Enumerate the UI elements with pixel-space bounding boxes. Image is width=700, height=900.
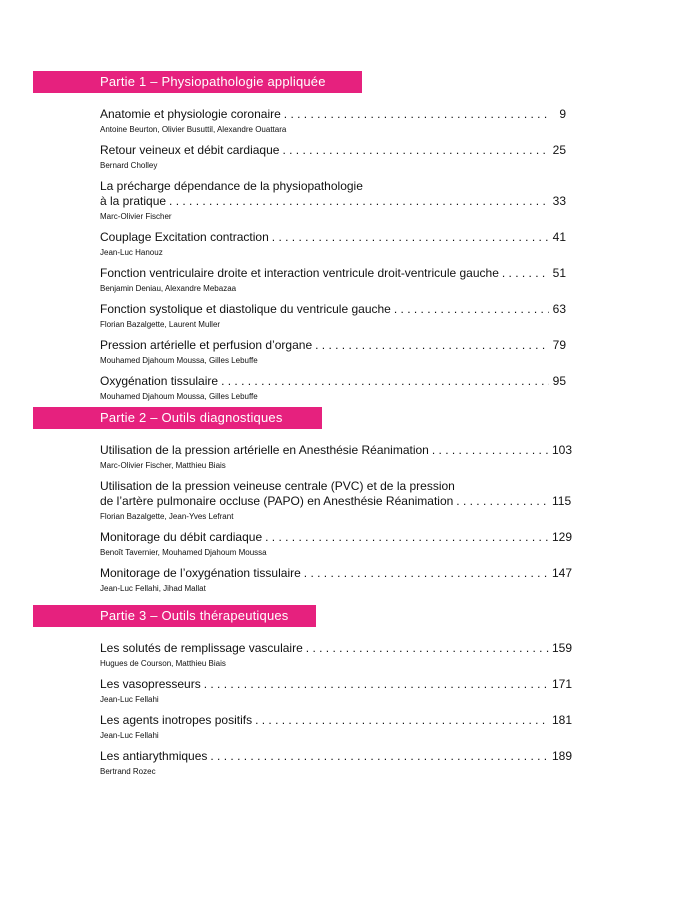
leader-dots: [255, 713, 549, 728]
entry-page: 9: [559, 107, 566, 121]
leader-dots: [265, 530, 549, 545]
entry-title: Oxygénation tissulaire: [100, 374, 219, 388]
entry-authors: Jean-Luc Fellahi, Jihad Mallat: [100, 584, 206, 593]
entry-authors: Benoît Tavernier, Mouhamed Djahoum Moussa: [100, 548, 267, 557]
entry-page: 95: [552, 374, 566, 388]
leader-dots: [282, 143, 549, 158]
leader-dots: [456, 494, 549, 509]
toc-entry[interactable]: [100, 713, 573, 741]
part-1-header: Partie 1 – Physiopathologie appliquée: [33, 71, 362, 93]
entry-title: Pression artérielle et perfusion d’organe: [100, 338, 313, 352]
entry-title: Monitorage du débit cardiaque: [100, 530, 263, 544]
entry-title: Monitorage de l’oxygénation tissulaire: [100, 566, 301, 580]
entry-title: Fonction systolique et diastolique du ventricule gauche: [100, 302, 391, 316]
entry-page: 171: [552, 677, 573, 691]
entry-title: Retour veineux et débit cardiaque: [100, 143, 280, 157]
toc-entry[interactable]: [100, 566, 573, 594]
toc-entry[interactable]: [100, 338, 566, 366]
entry-title: Anatomie et physiologie coronaire: [100, 107, 281, 121]
entry-authors: Bertrand Rozec: [100, 767, 156, 776]
entry-page: 51: [552, 266, 566, 280]
entry-page: 103: [552, 443, 573, 457]
entry-authors: Marc-Olivier Fischer: [100, 212, 172, 221]
leader-dots: [315, 338, 549, 353]
entry-authors: Florian Bazalgette, Jean-Yves Lefrant: [100, 512, 234, 521]
entry-page: 189: [552, 749, 573, 763]
toc-entry[interactable]: [100, 479, 572, 522]
part-2-section: [33, 407, 573, 594]
leader-dots: [284, 107, 549, 122]
toc-entry[interactable]: [100, 179, 566, 222]
entry-page: 63: [552, 302, 566, 316]
entry-title: à la pratique: [100, 194, 167, 208]
entry-page: 25: [552, 143, 566, 157]
entry-page: 41: [552, 230, 566, 244]
entry-page: 115: [552, 494, 572, 508]
entry-authors: Bernard Cholley: [100, 161, 158, 170]
toc-entry[interactable]: [100, 677, 573, 705]
leader-dots: [221, 374, 549, 389]
toc-entry[interactable]: [100, 641, 573, 669]
entry-title: Utilisation de la pression artérielle en Anesthésie Réanimation: [100, 443, 429, 457]
entry-authors: Jean-Luc Fellahi: [100, 695, 159, 704]
leader-dots: [204, 677, 549, 692]
entry-authors: Mouhamed Djahoum Moussa, Gilles Lebuffe: [100, 356, 258, 365]
part-3-header: Partie 3 – Outils thérapeutiques: [33, 605, 316, 627]
toc-entry[interactable]: [100, 230, 566, 258]
entry-title: Fonction ventriculaire droite et interaction ventricule droit-ventricule gauche: [100, 266, 499, 280]
entry-authors: Marc-Olivier Fischer, Matthieu Biais: [100, 461, 226, 470]
toc-entry[interactable]: [100, 443, 573, 471]
entry-page: 129: [552, 530, 573, 544]
part-1-section: [33, 71, 566, 402]
toc-entry[interactable]: [100, 266, 566, 294]
leader-dots: [306, 641, 549, 656]
entry-authors: Mouhamed Djahoum Moussa, Gilles Lebuffe: [100, 392, 258, 401]
part-2-header: Partie 2 – Outils diagnostiques: [33, 407, 322, 429]
entry-title: Les antiarythmiques: [100, 749, 208, 763]
leader-dots: [394, 302, 549, 317]
entry-authors: Benjamin Deniau, Alexandre Mebazaa: [100, 284, 237, 293]
leader-dots: [304, 566, 549, 581]
entry-title-line1: Utilisation de la pression veineuse centrale (PVC) et de la pression: [100, 479, 455, 493]
entry-authors: Jean-Luc Fellahi: [100, 731, 159, 740]
entry-authors: Jean-Luc Hanouz: [100, 248, 163, 257]
entry-authors: Antoine Beurton, Olivier Busuttil, Alexandre Ouattara: [100, 125, 287, 134]
entry-title: Les vasopresseurs: [100, 677, 201, 691]
entry-page: 79: [552, 338, 566, 352]
toc-entry[interactable]: [100, 107, 566, 135]
leader-dots: [432, 443, 549, 458]
entry-page: 181: [552, 713, 573, 727]
entry-title: Les solutés de remplissage vasculaire: [100, 641, 303, 655]
entry-title-line1: La précharge dépendance de la physiopathologie: [100, 179, 363, 193]
entry-page: 159: [552, 641, 573, 655]
entry-title: Couplage Excitation contraction: [100, 230, 269, 244]
toc-entry[interactable]: [100, 302, 566, 330]
leader-dots: [272, 230, 549, 245]
entry-authors: Florian Bazalgette, Laurent Muller: [100, 320, 221, 329]
leader-dots: [210, 749, 549, 764]
entry-page: 33: [552, 194, 566, 208]
toc-entry[interactable]: [100, 530, 573, 558]
toc-entry[interactable]: [100, 374, 566, 402]
part-3-section: [33, 605, 573, 777]
toc-entry[interactable]: [100, 143, 566, 171]
toc-entry[interactable]: [100, 749, 573, 777]
entry-authors: Hugues de Courson, Matthieu Biais: [100, 659, 226, 668]
leader-dots: [169, 194, 549, 209]
leader-dots: [502, 266, 549, 281]
entry-title: Les agents inotropes positifs: [100, 713, 253, 727]
entry-page: 147: [552, 566, 573, 580]
entry-title: de l’artère pulmonaire occluse (PAPO) en Anesthésie Réanimation: [100, 494, 454, 508]
